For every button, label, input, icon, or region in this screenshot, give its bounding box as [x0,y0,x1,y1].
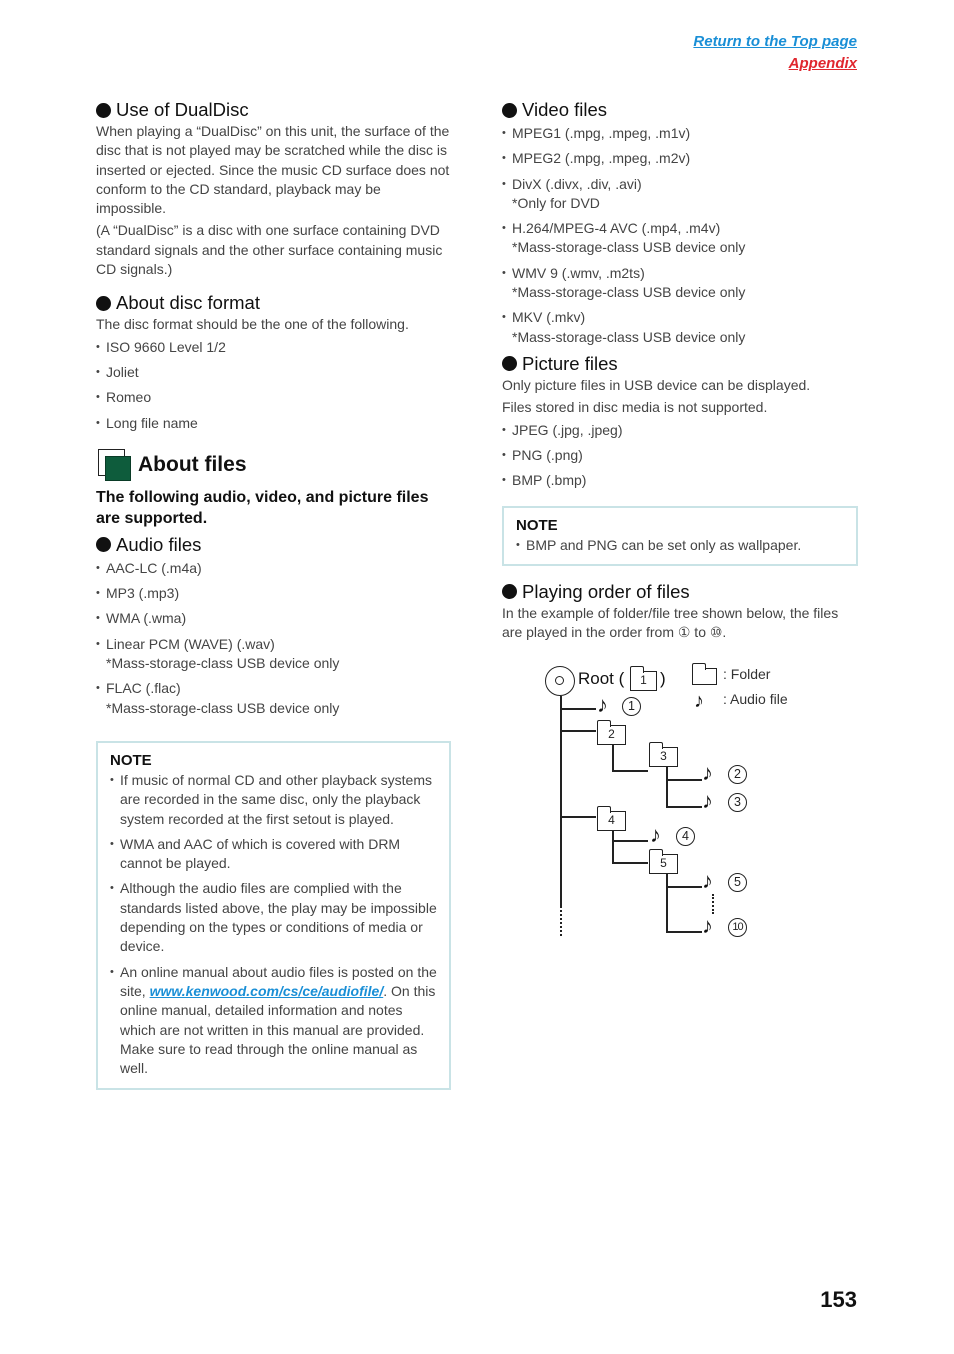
disc-icon [545,666,575,696]
right-column [502,94,858,954]
music-note-icon: ♪ [597,692,608,718]
list-item: • Linear PCM (WAVE) (.wav) *Mass-storage-class USB device only [96,635,451,674]
music-note-icon: ♪ [702,913,713,939]
folder-icon: 5 [649,854,678,874]
list-item: • FLAC (.flac) *Mass-storage-class USB device only [96,679,451,718]
list-item: • AAC-LC (.m4a) [96,559,451,578]
disc-format-heading: About disc format [96,291,451,315]
root-close: ) [660,669,666,689]
left-column [96,94,451,1090]
folder-icon: 4 [597,811,626,831]
picture-files-heading: Picture files [502,352,858,376]
music-note-icon: ♪ [650,822,661,848]
list-item: • Long file name [96,414,451,433]
bullet-dot-icon [502,103,517,118]
list-item: • BMP (.bmp) [502,471,858,490]
dualdisc-heading: Use of DualDisc [96,98,451,122]
list-item: • MPEG2 (.mpg, .mpeg, .m2v) [502,149,858,168]
bullet-dot-icon [96,103,111,118]
list-item: • WMA (.wma) [96,609,451,628]
list-item: • H.264/MPEG-4 AVC (.mp4, .m4v) *Mass-storage-class USB device only [502,219,858,258]
play-order-5: 5 [728,873,747,892]
dualdisc-paragraph: When playing a “DualDisc” on this unit, the surface of the disc that is not played may be scratched while the disc is inserted or ejected. Since the music CD surface does not conform to the CD standard, playback may be impossible. [96,123,450,217]
list-item: • An online manual about audio files is posted on the site, www.kenwood.com/cs/ce/audiofile/. On this online manual, detailed information and notes which are not written in this manual are provided. Make sure to read through the online manual as well. [110,963,437,1079]
list-item: • WMA and AAC of which is covered with DRM cannot be played. [110,835,437,874]
list-item: • If music of normal CD and other playback systems are recorded in the same disc, only the playback system recorded at the first setout is played. [110,771,437,829]
list-item: • MP3 (.mp3) [96,584,451,603]
list-item: • Although the audio files are complied with the standards listed above, the play may be impossible depending on the types or conditions of media or device. [110,879,437,956]
page-number: 153 [820,1287,857,1312]
play-order-1: 1 [622,697,641,716]
music-note-icon: ♪ [702,868,713,894]
folder-legend-icon [692,668,717,685]
list-item: • BMP and PNG can be set only as wallpaper. [516,536,844,555]
dualdisc-definition: (A “DualDisc” is a disc with one surface containing DVD standard signals and the other surface containing music CD signals.) [96,222,443,278]
return-to-top-link[interactable]: Return to the Top page [693,33,857,50]
section-icon [96,449,132,481]
bullet-dot-icon [96,537,111,552]
list-item: • DivX (.divx, .div, .avi) *Only for DVD [502,175,858,214]
list-item: • Joliet [96,363,451,382]
list-item: • MKV (.mkv) *Mass-storage-class USB device only [502,308,858,347]
disc-format-intro: The disc format should be the one of the following. [96,316,409,333]
audiofile-manual-link[interactable]: www.kenwood.com/cs/ce/audiofile/ [149,982,384,999]
video-files-heading: Video files [502,98,858,122]
folder-icon: 3 [649,747,678,767]
folder-icon: 1 [630,671,657,691]
bullet-dot-icon [502,356,517,371]
music-note-icon: ♪ [702,788,713,814]
audio-files-list [96,559,451,718]
folder-tree-diagram [502,654,858,954]
list-item: • Romeo [96,388,451,407]
music-note-icon: ♪ [702,760,713,786]
play-order-3: 3 [728,793,747,812]
note-title: NOTE [110,751,152,769]
playing-order-text: In the example of folder/file tree shown below, the files are played in the order from ① to ⑩. [502,604,839,641]
disc-format-list [96,338,451,433]
top-navigation [693,31,857,75]
legend-audio-text: : Audio file [723,691,788,708]
list-item: • PNG (.png) [502,446,858,465]
play-order-2: 2 [728,765,747,784]
picture-files-p1: Only picture files in USB device can be displayed. [502,376,811,393]
picture-note-box [502,506,858,565]
root-label: Root ( [578,669,625,689]
play-order-10: 10 [728,918,747,937]
list-item: • ISO 9660 Level 1/2 [96,338,451,357]
bullet-dot-icon [96,296,111,311]
about-files-heading: About files [96,449,451,481]
list-item: • WMV 9 (.wmv, .m2ts) *Mass-storage-class USB device only [502,264,858,303]
list-item: • MPEG1 (.mpg, .mpeg, .m1v) [502,124,858,143]
picture-files-list [502,421,858,491]
note-title: NOTE [516,517,558,535]
list-item: • JPEG (.jpg, .jpeg) [502,421,858,440]
bullet-dot-icon [502,584,517,599]
audio-files-heading: Audio files [96,533,451,557]
folder-icon: 2 [597,725,626,745]
picture-files-p2: Files stored in disc media is not supported. [502,399,768,416]
about-files-lead: The following audio, video, and picture files are supported. [96,488,429,527]
music-note-icon: ♪ [694,690,704,713]
video-files-list [502,124,858,347]
legend-folder-text: : Folder [723,666,771,683]
audio-note-box [96,741,451,1090]
appendix-link[interactable]: Appendix [788,55,857,72]
play-order-4: 4 [676,827,695,846]
playing-order-heading: Playing order of files [502,580,858,604]
